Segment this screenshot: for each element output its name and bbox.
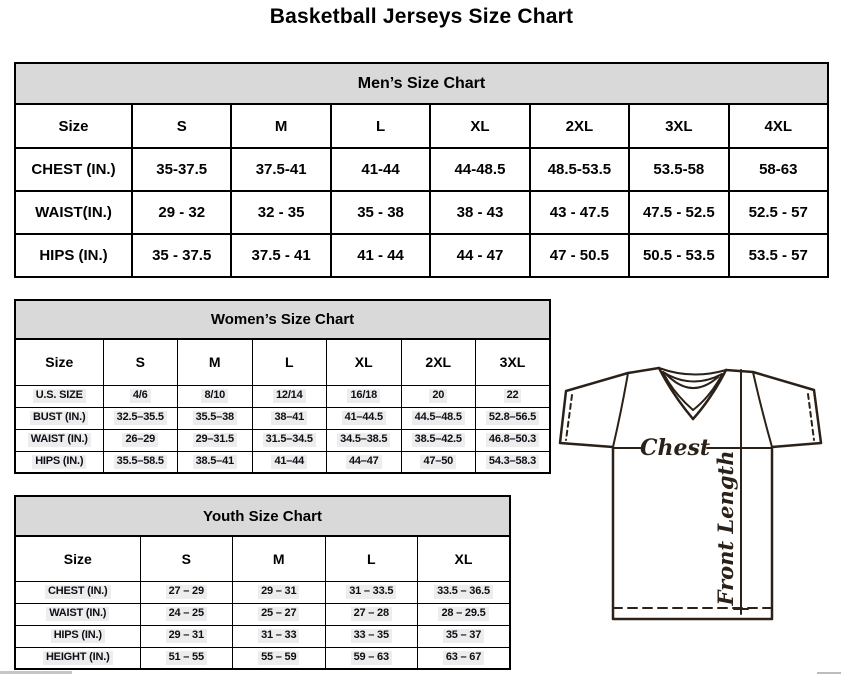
cell-value: 48.5-53.5: [530, 148, 629, 191]
cell-value: 41 - 44: [331, 234, 430, 277]
cell-value: 33.5 – 36.5: [434, 585, 493, 599]
cell-value: 29 – 31: [258, 585, 299, 599]
column-header: S: [132, 104, 231, 148]
row-label: [15, 581, 140, 603]
cell: [401, 407, 476, 429]
cell-value: 41-44: [331, 148, 430, 191]
cell-value: 51 – 55: [166, 651, 207, 665]
womens-size-chart-table: [14, 299, 551, 474]
cell: [233, 581, 326, 603]
youth-chest-row: [15, 581, 510, 603]
cell-value: 20: [429, 389, 447, 403]
cell-value: 35.5–38: [193, 411, 237, 425]
cell: [103, 407, 178, 429]
cell: [418, 647, 511, 669]
cell-value: 46.8–50.3: [486, 433, 539, 447]
cell: [325, 647, 418, 669]
mens-waist-row: [15, 191, 828, 234]
mens-chart-title: Men’s Size Chart: [15, 63, 828, 104]
mens-chest-row: [15, 148, 828, 191]
row-label: HIPS (IN.): [15, 234, 132, 277]
column-header: XL: [418, 536, 511, 581]
cell-value: 29 – 31: [166, 629, 207, 643]
row-label: [15, 407, 103, 429]
youth-height-row: [15, 647, 510, 669]
cell: [401, 385, 476, 407]
cell-value: 35 - 37.5: [132, 234, 231, 277]
cell: [233, 625, 326, 647]
cell-value: 8/10: [201, 389, 228, 403]
cell-value: 43 - 47.5: [530, 191, 629, 234]
cell-value: 63 – 67: [443, 651, 484, 665]
cell-value: 31.5–34.5: [263, 433, 316, 447]
row-label: WAIST(IN.): [15, 191, 132, 234]
front-length-label: Front Length: [713, 450, 738, 606]
column-header: L: [325, 536, 418, 581]
row-label: CHEST (IN.): [15, 148, 132, 191]
cell: [418, 603, 511, 625]
cell-value: 35 – 37: [443, 629, 484, 643]
cell-value: 44 - 47: [430, 234, 529, 277]
cell-value: 29–31.5: [193, 433, 237, 447]
cell: [401, 429, 476, 451]
column-header: M: [233, 536, 326, 581]
cell: [103, 385, 178, 407]
cell-value: 53.5 - 57: [729, 234, 828, 277]
column-header: 2XL: [530, 104, 629, 148]
cell: [325, 603, 418, 625]
cell-value: 50.5 - 53.5: [629, 234, 728, 277]
cell-value: 32.5–35.5: [114, 411, 167, 425]
cell-value: 47 - 50.5: [530, 234, 629, 277]
youth-size-header-row: [15, 536, 510, 581]
womens-waist-row: [15, 429, 550, 451]
horizontal-scrollbar-thumb-right[interactable]: [817, 672, 841, 674]
cell-value: 33 – 35: [351, 629, 392, 643]
jersey-outline-icon: [556, 362, 843, 628]
cell-value: WAIST (IN.): [46, 607, 109, 621]
cell: [476, 407, 551, 429]
cell-value: 35.5–58.5: [114, 455, 167, 469]
youth-hips-row: [15, 625, 510, 647]
cell-value: 22: [504, 389, 522, 403]
cell-value: 44-48.5: [430, 148, 529, 191]
cell-value: 52.8–56.5: [486, 411, 539, 425]
cell: [418, 625, 511, 647]
column-header: S: [140, 536, 233, 581]
column-header: M: [231, 104, 330, 148]
cell: [327, 429, 402, 451]
cell: [178, 429, 253, 451]
cell-value: 38.5–41: [193, 455, 237, 469]
womens-us-size-row: [15, 385, 550, 407]
cell-value: 59 – 63: [351, 651, 392, 665]
cell: [140, 647, 233, 669]
column-header: S: [103, 339, 178, 385]
cell: [476, 385, 551, 407]
cell: [401, 451, 476, 473]
cell-value: 41–44: [271, 455, 307, 469]
cell: [233, 647, 326, 669]
column-header: 3XL: [629, 104, 728, 148]
cell-value: 41–44.5: [342, 411, 386, 425]
cell-value: 35 - 38: [331, 191, 430, 234]
column-header: L: [331, 104, 430, 148]
cell-value: 27 – 29: [166, 585, 207, 599]
youth-waist-row: [15, 603, 510, 625]
cell-value: 24 – 25: [166, 607, 207, 621]
horizontal-scrollbar-thumb-left[interactable]: [0, 671, 72, 674]
jersey-diagram: [556, 362, 843, 628]
cell-value: 52.5 - 57: [729, 191, 828, 234]
cell-value: 16/18: [347, 389, 380, 403]
cell: [252, 429, 327, 451]
row-label: [15, 451, 103, 473]
cell: [327, 407, 402, 429]
row-label: [15, 429, 103, 451]
womens-bust-row: [15, 407, 550, 429]
cell: [140, 581, 233, 603]
cell-value: 55 – 59: [258, 651, 299, 665]
youth-size-chart-table: [14, 495, 511, 670]
row-label: [15, 625, 140, 647]
column-header: Size: [15, 339, 103, 385]
cell-value: 29 - 32: [132, 191, 231, 234]
cell-value: BUST (IN.): [30, 411, 88, 425]
cell: [418, 581, 511, 603]
cell-value: 44–47: [346, 455, 382, 469]
column-header: Size: [15, 104, 132, 148]
cell-value: 37.5-41: [231, 148, 330, 191]
cell-value: HEIGHT (IN.): [43, 651, 113, 665]
cell-value: 38.5–42.5: [412, 433, 465, 447]
cell: [233, 603, 326, 625]
column-header: L: [252, 339, 327, 385]
cell: [325, 581, 418, 603]
chest-label: Chest: [639, 435, 711, 461]
column-header: XL: [327, 339, 402, 385]
mens-size-header-row: [15, 104, 828, 148]
cell-value: 31 – 33.5: [346, 585, 396, 599]
cell-value: 4/6: [130, 389, 151, 403]
cell: [103, 451, 178, 473]
youth-chart-title: Youth Size Chart: [15, 496, 510, 536]
mens-size-chart-table: [14, 62, 829, 278]
cell-value: 47–50: [420, 455, 456, 469]
cell-value: HIPS (IN.): [32, 455, 86, 469]
column-header: M: [178, 339, 253, 385]
cell: [252, 451, 327, 473]
womens-size-header-row: [15, 339, 550, 385]
cell-value: 34.5–38.5: [337, 433, 390, 447]
cell: [327, 385, 402, 407]
cell-value: 26–29: [122, 433, 158, 447]
row-label: [15, 603, 140, 625]
cell: [327, 451, 402, 473]
cell-value: 27 – 28: [351, 607, 392, 621]
jersey-body-outline: [560, 368, 821, 619]
cell: [325, 625, 418, 647]
cell-value: 53.5-58: [629, 148, 728, 191]
cell: [476, 451, 551, 473]
cell-value: WAIST (IN.): [28, 433, 91, 447]
cell-value: 37.5 - 41: [231, 234, 330, 277]
column-header: 2XL: [401, 339, 476, 385]
column-header: 3XL: [476, 339, 551, 385]
cell-value: 47.5 - 52.5: [629, 191, 728, 234]
cell-value: 32 - 35: [231, 191, 330, 234]
cell-value: 44.5–48.5: [412, 411, 465, 425]
cell-value: HIPS (IN.): [51, 629, 105, 643]
cell-value: 31 – 33: [258, 629, 299, 643]
cell: [476, 429, 551, 451]
column-header: 4XL: [729, 104, 828, 148]
cell-value: 54.3–58.3: [486, 455, 539, 469]
cell: [103, 429, 178, 451]
cell: [140, 625, 233, 647]
cell: [140, 603, 233, 625]
page-title: Basketball Jerseys Size Chart: [269, 5, 574, 28]
column-header: XL: [430, 104, 529, 148]
cell: [252, 385, 327, 407]
cell-value: 35-37.5: [132, 148, 231, 191]
cell-value: 12/14: [273, 389, 306, 403]
mens-hips-row: [15, 234, 828, 277]
womens-chart-title: Women’s Size Chart: [15, 300, 550, 339]
cell: [178, 451, 253, 473]
cell: [178, 385, 253, 407]
cell: [178, 407, 253, 429]
column-header: Size: [15, 536, 140, 581]
cell-value: 38–41: [271, 411, 307, 425]
cell-value: CHEST (IN.): [45, 585, 111, 599]
cell-value: 38 - 43: [430, 191, 529, 234]
cell-value: 58-63: [729, 148, 828, 191]
cell: [252, 407, 327, 429]
cell-value: 28 – 29.5: [438, 607, 488, 621]
row-label: [15, 385, 103, 407]
womens-hips-row: [15, 451, 550, 473]
cell-value: U.S. SIZE: [33, 389, 86, 403]
row-label: [15, 647, 140, 669]
cell-value: 25 – 27: [258, 607, 299, 621]
